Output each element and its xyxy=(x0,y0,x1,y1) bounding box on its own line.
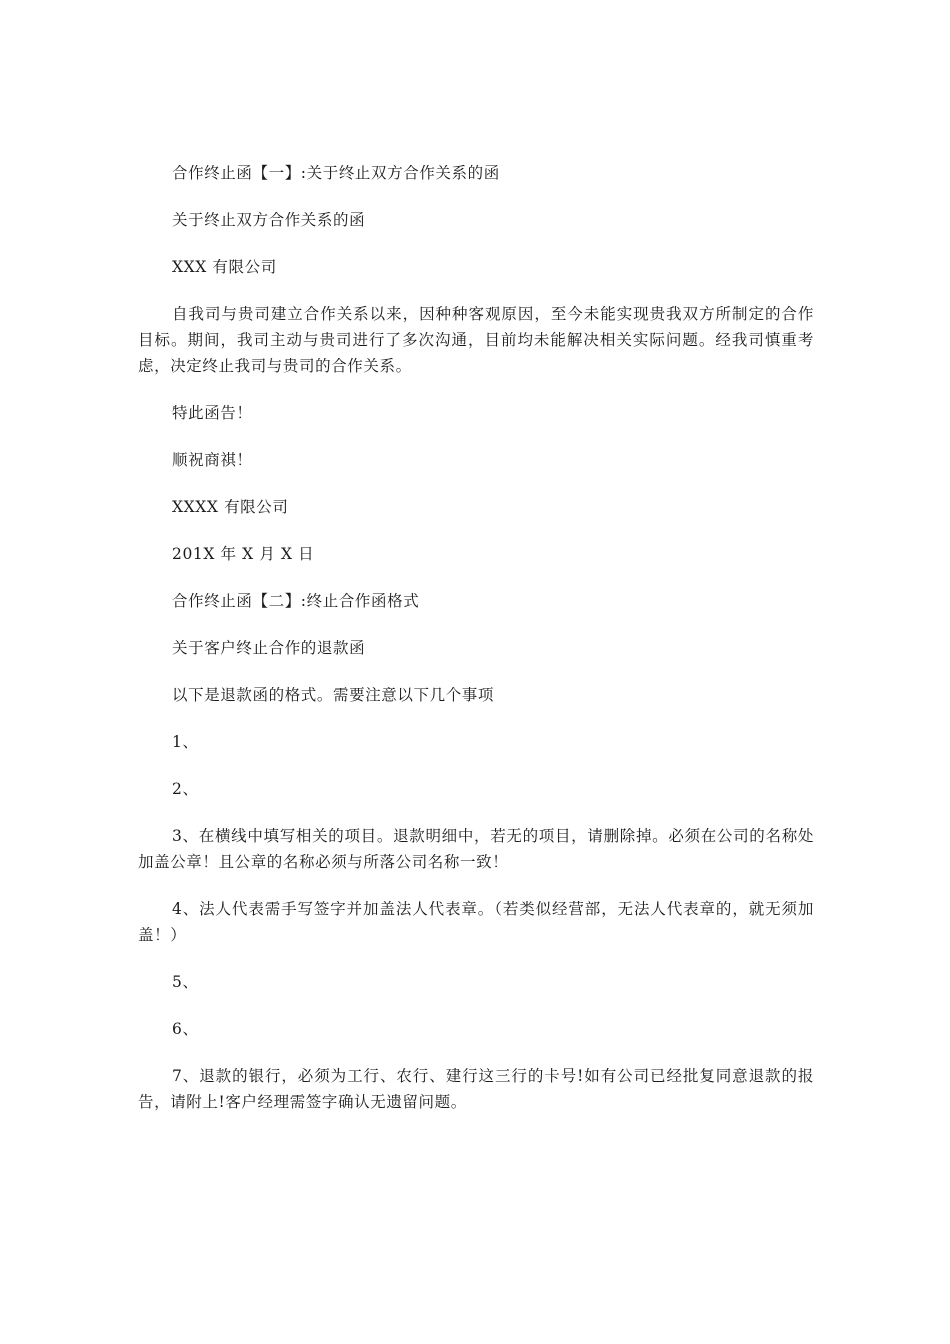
section-heading-1: 合作终止函【一】:关于终止双方合作关系的函 xyxy=(172,164,500,182)
closing-greeting: 顺祝商祺！ xyxy=(172,451,253,469)
sender-company: XXXX 有限公司 xyxy=(172,498,289,516)
list-item-3: 3、在横线中填写相关的项目。退款明细中，若无的项目，请删除掉。必须在公司的名称处加盖公章！且公章的名称必须与所落公司名称一致！ xyxy=(138,827,814,871)
list-item-1: 1、 xyxy=(172,733,199,751)
list-item-7: 7、退款的银行，必须为工行、农行、建行这三行的卡号!如有公司已经批复同意退款的报告，请附上!客户经理需签字确认无遗留问题。 xyxy=(138,1067,814,1111)
list-item-6: 6、 xyxy=(172,1020,199,1038)
letter-date: 201X 年 X 月 X 日 xyxy=(172,545,315,563)
list-item-5: 5、 xyxy=(172,973,199,991)
letter-body: 自我司与贵司建立合作关系以来，因种种客观原因，至今未能实现贵我双方所制定的合作目标。期间，我司主动与贵司进行了多次沟通，目前均未能解决相关实际问题。经我司慎重考虑，决定终止我司与贵司的合作关系。 xyxy=(138,305,814,375)
section-heading-2: 合作终止函【二】:终止合作函格式 xyxy=(172,592,420,610)
letter-title-2: 关于客户终止合作的退款函 xyxy=(172,639,366,657)
format-intro: 以下是退款函的格式。需要注意以下几个事项 xyxy=(172,686,495,704)
letter-title-1: 关于终止双方合作关系的函 xyxy=(172,211,366,229)
recipient-company: XXX 有限公司 xyxy=(172,258,277,276)
document-page xyxy=(138,160,814,1136)
list-item-4: 4、法人代表需手写签字并加盖法人代表章。（若类似经营部，无法人代表章的，就无须加盖！） xyxy=(138,900,814,944)
closing-notice: 特此函告！ xyxy=(172,404,253,422)
list-item-2: 2、 xyxy=(172,780,199,798)
